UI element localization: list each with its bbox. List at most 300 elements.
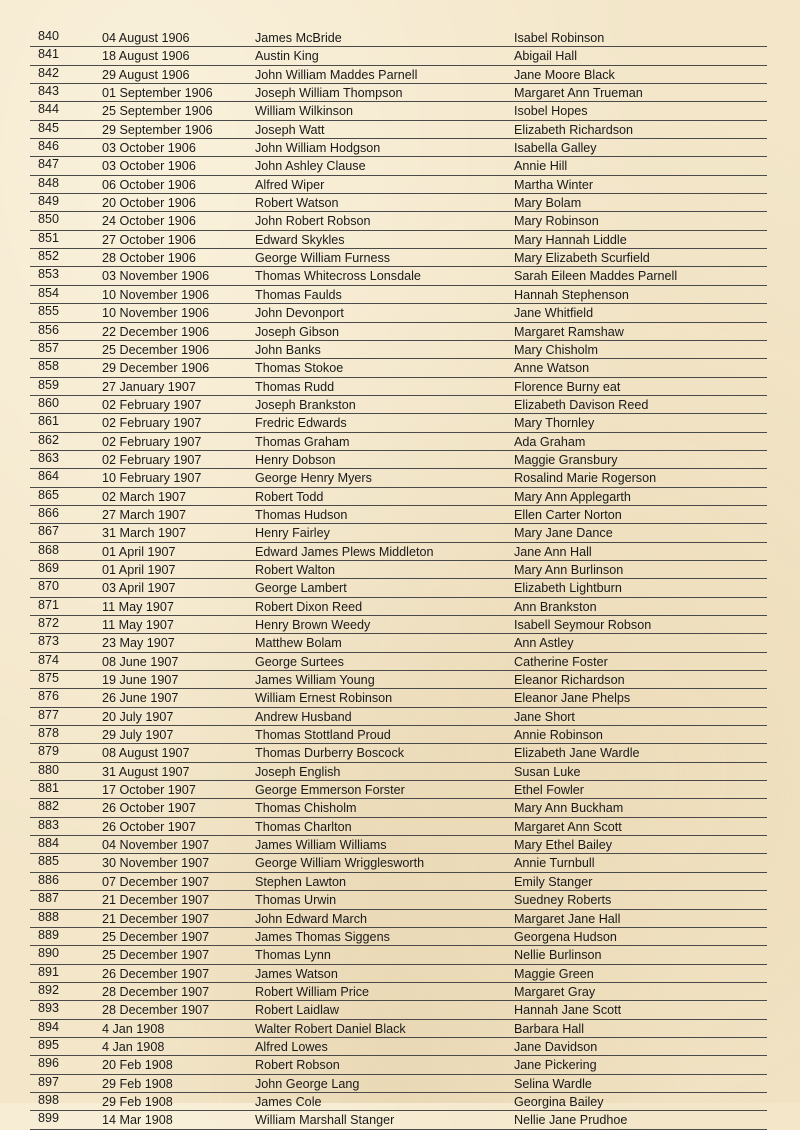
entry-number: 857 bbox=[38, 340, 60, 355]
bride-name: Isobel Hopes bbox=[514, 104, 588, 119]
marriage-date: 19 June 1907 bbox=[102, 673, 179, 688]
groom-name: John Banks bbox=[255, 342, 321, 357]
bride-name: Martha Winter bbox=[514, 177, 594, 192]
table-row bbox=[30, 744, 767, 762]
table-row bbox=[30, 212, 767, 230]
entry-number: 880 bbox=[38, 762, 60, 777]
marriage-date: 18 August 1906 bbox=[102, 49, 190, 64]
bride-name: Elizabeth Jane Wardle bbox=[514, 746, 640, 761]
entry-number: 847 bbox=[38, 157, 60, 172]
bride-name: Mary Hannah Liddle bbox=[514, 232, 627, 247]
groom-name: George Lambert bbox=[255, 581, 347, 596]
table-row bbox=[30, 506, 767, 524]
bride-name: Ada Graham bbox=[514, 434, 586, 449]
table-row bbox=[30, 726, 767, 744]
bride-name: Ann Astley bbox=[514, 636, 574, 651]
groom-name: Matthew Bolam bbox=[255, 636, 342, 651]
groom-name: Edward Skykles bbox=[255, 232, 345, 247]
table-row bbox=[30, 267, 767, 285]
bride-name: Elizabeth Richardson bbox=[514, 122, 634, 137]
table-row bbox=[30, 965, 767, 983]
marriage-date: 22 December 1906 bbox=[102, 324, 210, 339]
groom-name: James McBride bbox=[255, 31, 342, 45]
table-row bbox=[30, 561, 767, 579]
groom-name: Stephen Lawton bbox=[255, 874, 347, 889]
entry-number: 848 bbox=[38, 175, 60, 190]
marriage-date: 14 Mar 1908 bbox=[102, 1113, 173, 1128]
table-row bbox=[30, 983, 767, 1001]
marriage-date: 25 December 1906 bbox=[102, 342, 210, 357]
entry-number: 887 bbox=[38, 891, 60, 906]
bride-name: Annie Hill bbox=[514, 159, 568, 174]
entry-number: 895 bbox=[38, 1037, 60, 1052]
marriage-date: 01 April 1907 bbox=[102, 562, 176, 577]
marriage-date: 20 July 1907 bbox=[102, 709, 174, 724]
marriage-date: 4 Jan 1908 bbox=[102, 1021, 165, 1036]
table-row bbox=[30, 1038, 767, 1056]
bride-name: Jane Short bbox=[514, 709, 575, 724]
marriage-date: 03 October 1906 bbox=[102, 159, 196, 174]
groom-name: Henry Fairley bbox=[255, 526, 330, 541]
table-row bbox=[30, 579, 767, 597]
table-row bbox=[30, 653, 767, 671]
marriage-date: 10 November 1906 bbox=[102, 287, 210, 302]
groom-name: James Watson bbox=[255, 966, 338, 981]
table-row bbox=[30, 616, 767, 634]
groom-name: James Cole bbox=[255, 1094, 322, 1109]
entry-number: 876 bbox=[38, 689, 60, 704]
marriage-date: 31 August 1907 bbox=[102, 764, 190, 779]
marriage-date: 17 October 1907 bbox=[102, 783, 196, 798]
groom-name: John Ashley Clause bbox=[255, 159, 366, 174]
groom-name: John William Maddes Parnell bbox=[255, 67, 418, 82]
groom-name: Joseph Gibson bbox=[255, 324, 340, 339]
groom-name: Thomas Rudd bbox=[255, 379, 335, 394]
entry-number: 843 bbox=[38, 84, 60, 99]
marriage-register-table bbox=[30, 29, 767, 1130]
table-row bbox=[30, 1020, 767, 1038]
table-row bbox=[30, 121, 767, 139]
entry-number: 849 bbox=[38, 194, 60, 209]
groom-name: Robert William Price bbox=[255, 984, 370, 999]
bride-name: Selina Wardle bbox=[514, 1076, 592, 1091]
marriage-date: 11 May 1907 bbox=[102, 599, 174, 614]
groom-name: Thomas Graham bbox=[255, 434, 350, 449]
entry-number: 885 bbox=[38, 854, 60, 869]
groom-name: George William Furness bbox=[255, 251, 391, 266]
table-row bbox=[30, 47, 767, 65]
entry-number: 860 bbox=[38, 395, 60, 410]
groom-name: George Surtees bbox=[255, 654, 344, 669]
entry-number: 884 bbox=[38, 836, 60, 851]
bride-name: Margaret Ann Scott bbox=[514, 819, 622, 834]
table-row bbox=[30, 194, 767, 212]
marriage-date: 02 February 1907 bbox=[102, 397, 202, 412]
groom-name: James William Young bbox=[255, 673, 375, 688]
marriage-date: 27 March 1907 bbox=[102, 507, 187, 522]
groom-name: Thomas Stokoe bbox=[255, 361, 344, 376]
entry-number: 846 bbox=[38, 139, 60, 154]
bride-name: Mary Chisholm bbox=[514, 342, 598, 357]
marriage-date: 02 March 1907 bbox=[102, 489, 187, 504]
groom-name: Henry Brown Weedy bbox=[255, 618, 371, 632]
bride-name: Jane Moore Black bbox=[514, 67, 615, 82]
table-row bbox=[30, 524, 767, 542]
bride-name: Sarah Eileen Maddes Parnell bbox=[514, 269, 678, 284]
entry-number: 855 bbox=[38, 304, 60, 319]
groom-name: Fredric Edwards bbox=[255, 416, 347, 431]
groom-name: Thomas Lynn bbox=[255, 948, 331, 963]
entry-number: 888 bbox=[38, 909, 60, 924]
bride-name: Elizabeth Lightburn bbox=[514, 581, 622, 596]
bride-name: Mary Ann Burlinson bbox=[514, 562, 624, 577]
marriage-date: 07 December 1907 bbox=[102, 874, 210, 889]
entry-number: 841 bbox=[38, 47, 60, 62]
bride-name: Mary Ethel Bailey bbox=[514, 838, 612, 853]
entry-number: 882 bbox=[38, 799, 60, 814]
entry-number: 865 bbox=[38, 487, 60, 502]
marriage-date: 28 December 1907 bbox=[102, 984, 210, 999]
marriage-date: 26 December 1907 bbox=[102, 966, 210, 981]
bride-name: Mary Jane Dance bbox=[514, 526, 613, 541]
groom-name: Andrew Husband bbox=[255, 709, 352, 724]
entry-number: 840 bbox=[38, 29, 60, 43]
entry-number: 871 bbox=[38, 597, 60, 612]
groom-name: Thomas Chisholm bbox=[255, 801, 357, 816]
marriage-date: 01 September 1906 bbox=[102, 86, 213, 101]
bride-name: Isabella Galley bbox=[514, 141, 597, 156]
table-row bbox=[30, 29, 767, 47]
entry-number: 879 bbox=[38, 744, 60, 759]
table-row bbox=[30, 102, 767, 120]
marriage-date: 03 November 1906 bbox=[102, 269, 210, 284]
table-row bbox=[30, 433, 767, 451]
groom-name: Robert Walton bbox=[255, 562, 336, 577]
bride-name: Mary Robinson bbox=[514, 214, 599, 229]
table-row bbox=[30, 84, 767, 102]
groom-name: Thomas Whitecross Lonsdale bbox=[255, 269, 421, 284]
table-row bbox=[30, 928, 767, 946]
table-row bbox=[30, 414, 767, 432]
entry-number: 868 bbox=[38, 542, 60, 557]
bride-name: Jane Whitfield bbox=[514, 306, 594, 321]
table-row bbox=[30, 341, 767, 359]
groom-name: Edward James Plews Middleton bbox=[255, 544, 434, 559]
entry-number: 854 bbox=[38, 285, 60, 300]
marriage-date: 11 May 1907 bbox=[102, 618, 174, 632]
entry-number: 869 bbox=[38, 560, 60, 575]
marriage-date: 30 November 1907 bbox=[102, 856, 210, 871]
bride-name: Jane Pickering bbox=[514, 1058, 597, 1073]
entry-number: 892 bbox=[38, 982, 60, 997]
groom-name: Joseph English bbox=[255, 764, 341, 779]
marriage-date: 08 August 1907 bbox=[102, 746, 190, 761]
marriage-date: 27 October 1906 bbox=[102, 232, 196, 247]
table-row bbox=[30, 671, 767, 689]
groom-name: George Henry Myers bbox=[255, 471, 372, 486]
table-row bbox=[30, 378, 767, 396]
table-row bbox=[30, 451, 767, 469]
entry-number: 881 bbox=[38, 781, 60, 796]
bride-name: Nellie Burlinson bbox=[514, 948, 602, 963]
bride-name: Georgena Hudson bbox=[514, 929, 617, 944]
marriage-date: 4 Jan 1908 bbox=[102, 1039, 165, 1054]
table-row bbox=[30, 359, 767, 377]
table-row bbox=[30, 873, 767, 891]
table-row bbox=[30, 1001, 767, 1019]
entry-number: 844 bbox=[38, 102, 60, 117]
entry-number: 875 bbox=[38, 671, 60, 686]
groom-name: John George Lang bbox=[255, 1076, 360, 1091]
marriage-date: 28 October 1906 bbox=[102, 251, 196, 266]
marriage-date: 28 December 1907 bbox=[102, 1003, 210, 1018]
marriage-date: 04 August 1906 bbox=[102, 31, 190, 45]
marriage-date: 25 December 1907 bbox=[102, 948, 210, 963]
marriage-date: 20 October 1906 bbox=[102, 196, 196, 211]
table-row bbox=[30, 946, 767, 964]
groom-name: John Devonport bbox=[255, 306, 344, 321]
marriage-date: 29 Feb 1908 bbox=[102, 1094, 173, 1109]
bride-name: Abigail Hall bbox=[514, 49, 577, 64]
marriage-date: 29 July 1907 bbox=[102, 728, 174, 743]
bride-name: Mary Thornley bbox=[514, 416, 595, 431]
table-row bbox=[30, 469, 767, 487]
bride-name: Hannah Stephenson bbox=[514, 287, 629, 302]
bride-name: Annie Turnbull bbox=[514, 856, 595, 871]
bride-name: Mary Ann Buckham bbox=[514, 801, 624, 816]
marriage-date: 06 October 1906 bbox=[102, 177, 196, 192]
table-row bbox=[30, 708, 767, 726]
entry-number: 845 bbox=[38, 120, 60, 135]
entry-number: 842 bbox=[38, 65, 60, 80]
marriage-date: 02 February 1907 bbox=[102, 434, 202, 449]
groom-name: Joseph William Thompson bbox=[255, 86, 403, 101]
bride-name: Catherine Foster bbox=[514, 654, 608, 669]
marriage-date: 02 February 1907 bbox=[102, 416, 202, 431]
bride-name: Barbara Hall bbox=[514, 1021, 584, 1036]
marriage-date: 26 June 1907 bbox=[102, 691, 179, 706]
groom-name: Alfred Lowes bbox=[255, 1039, 328, 1054]
bride-name: Suedney Roberts bbox=[514, 893, 612, 908]
entry-number: 851 bbox=[38, 230, 60, 245]
groom-name: Austin King bbox=[255, 49, 319, 64]
groom-name: Henry Dobson bbox=[255, 452, 336, 467]
entry-number: 872 bbox=[38, 616, 60, 630]
groom-name: Robert Todd bbox=[255, 489, 324, 504]
entry-number: 852 bbox=[38, 249, 60, 264]
table-row bbox=[30, 1056, 767, 1074]
groom-name: Joseph Brankston bbox=[255, 397, 356, 412]
marriage-date: 01 April 1907 bbox=[102, 544, 176, 559]
bride-name: Margaret Jane Hall bbox=[514, 911, 621, 926]
bride-name: Georgina Bailey bbox=[514, 1094, 604, 1109]
entry-number: 859 bbox=[38, 377, 60, 392]
table-row bbox=[30, 818, 767, 836]
table-row bbox=[30, 1093, 767, 1111]
groom-name: Robert Watson bbox=[255, 196, 339, 211]
table-row bbox=[30, 157, 767, 175]
entry-number: 867 bbox=[38, 524, 60, 539]
groom-name: James Thomas Siggens bbox=[255, 929, 390, 944]
marriage-date: 24 October 1906 bbox=[102, 214, 196, 229]
bride-name: Isabell Seymour Robson bbox=[514, 618, 652, 632]
marriage-date: 25 December 1907 bbox=[102, 929, 210, 944]
entry-number: 873 bbox=[38, 634, 60, 649]
entry-number: 897 bbox=[38, 1074, 60, 1089]
groom-name: Thomas Charlton bbox=[255, 819, 352, 834]
entry-number: 886 bbox=[38, 872, 60, 887]
entry-number: 874 bbox=[38, 652, 60, 667]
groom-name: William Wilkinson bbox=[255, 104, 353, 119]
bride-name: Elizabeth Davison Reed bbox=[514, 397, 649, 412]
table-row bbox=[30, 836, 767, 854]
bride-name: Eleanor Richardson bbox=[514, 673, 625, 688]
marriage-date: 02 February 1907 bbox=[102, 452, 202, 467]
bride-name: Annie Robinson bbox=[514, 728, 603, 743]
groom-name: Robert Laidlaw bbox=[255, 1003, 340, 1018]
marriage-date: 04 November 1907 bbox=[102, 838, 210, 853]
marriage-date: 03 October 1906 bbox=[102, 141, 196, 156]
groom-name: Robert Dixon Reed bbox=[255, 599, 363, 614]
marriage-date: 25 September 1906 bbox=[102, 104, 213, 119]
table-row bbox=[30, 854, 767, 872]
groom-name: Thomas Stottland Proud bbox=[255, 728, 391, 743]
marriage-date: 10 November 1906 bbox=[102, 306, 210, 321]
groom-name: William Ernest Robinson bbox=[255, 691, 393, 706]
table-row bbox=[30, 323, 767, 341]
bride-name: Jane Ann Hall bbox=[514, 544, 592, 559]
entry-number: 890 bbox=[38, 946, 60, 961]
marriage-date: 27 January 1907 bbox=[102, 379, 196, 394]
entry-number: 858 bbox=[38, 359, 60, 374]
table-row bbox=[30, 634, 767, 652]
bride-name: Susan Luke bbox=[514, 764, 581, 779]
bride-name: Isabel Robinson bbox=[514, 31, 605, 45]
marriage-date: 21 December 1907 bbox=[102, 911, 210, 926]
entry-number: 850 bbox=[38, 212, 60, 227]
entry-number: 870 bbox=[38, 579, 60, 594]
table-row bbox=[30, 286, 767, 304]
bride-name: Anne Watson bbox=[514, 361, 590, 376]
marriage-date: 29 August 1906 bbox=[102, 67, 190, 82]
entry-number: 866 bbox=[38, 505, 60, 520]
groom-name: Thomas Durberry Boscock bbox=[255, 746, 405, 761]
entry-number: 891 bbox=[38, 964, 60, 979]
entry-number: 883 bbox=[38, 817, 60, 832]
marriage-date: 03 April 1907 bbox=[102, 581, 176, 596]
bride-name: Mary Bolam bbox=[514, 196, 582, 211]
groom-name: Alfred Wiper bbox=[255, 177, 325, 192]
groom-name: George William Wrigglesworth bbox=[255, 856, 425, 871]
table-row bbox=[30, 799, 767, 817]
bride-name: Maggie Gransbury bbox=[514, 452, 618, 467]
table-row bbox=[30, 543, 767, 561]
table-row bbox=[30, 231, 767, 249]
bride-name: Ann Brankston bbox=[514, 599, 597, 614]
table-row bbox=[30, 304, 767, 322]
groom-name: George Emmerson Forster bbox=[255, 783, 405, 798]
groom-name: Thomas Hudson bbox=[255, 507, 348, 522]
bride-name: Nellie Jane Prudhoe bbox=[514, 1113, 628, 1128]
entry-number: 894 bbox=[38, 1019, 60, 1034]
bride-name: Rosalind Marie Rogerson bbox=[514, 471, 657, 486]
groom-name: William Marshall Stanger bbox=[255, 1113, 395, 1128]
groom-name: Robert Robson bbox=[255, 1058, 340, 1073]
bride-name: Eleanor Jane Phelps bbox=[514, 691, 631, 706]
table-row bbox=[30, 689, 767, 707]
bride-name: Mary Elizabeth Scurfield bbox=[514, 251, 650, 266]
table-row bbox=[30, 891, 767, 909]
entry-number: 856 bbox=[38, 322, 60, 337]
table-row bbox=[30, 488, 767, 506]
groom-name: Thomas Urwin bbox=[255, 893, 337, 908]
bride-name: Ellen Carter Norton bbox=[514, 507, 622, 522]
marriage-date: 29 Feb 1908 bbox=[102, 1076, 173, 1091]
table-row bbox=[30, 598, 767, 616]
bride-name: Florence Burny eat bbox=[514, 379, 621, 394]
groom-name: Joseph Watt bbox=[255, 122, 325, 137]
marriage-date: 10 February 1907 bbox=[102, 471, 202, 486]
table-row bbox=[30, 781, 767, 799]
entry-number: 877 bbox=[38, 707, 60, 722]
bride-name: Margaret Ann Trueman bbox=[514, 86, 643, 101]
marriage-date: 29 December 1906 bbox=[102, 361, 210, 376]
entry-number: 853 bbox=[38, 267, 60, 282]
table-row bbox=[30, 1111, 767, 1129]
marriage-date: 23 May 1907 bbox=[102, 636, 175, 651]
entry-number: 863 bbox=[38, 450, 60, 465]
entry-number: 862 bbox=[38, 432, 60, 447]
entry-number: 889 bbox=[38, 927, 60, 942]
bride-name: Margaret Gray bbox=[514, 984, 596, 999]
entry-number: 878 bbox=[38, 726, 60, 741]
bride-name: Hannah Jane Scott bbox=[514, 1003, 622, 1018]
marriage-date: 26 October 1907 bbox=[102, 801, 196, 816]
marriage-date: 20 Feb 1908 bbox=[102, 1058, 173, 1073]
entry-number: 896 bbox=[38, 1056, 60, 1071]
groom-name: Walter Robert Daniel Black bbox=[255, 1021, 406, 1036]
bride-name: Jane Davidson bbox=[514, 1039, 598, 1054]
groom-name: Thomas Faulds bbox=[255, 287, 342, 302]
table-row bbox=[30, 66, 767, 84]
bride-name: Margaret Ramshaw bbox=[514, 324, 624, 339]
groom-name: John William Hodgson bbox=[255, 141, 381, 156]
entry-number: 893 bbox=[38, 1001, 60, 1016]
entry-number: 898 bbox=[38, 1092, 60, 1107]
entry-number: 864 bbox=[38, 469, 60, 484]
entry-number: 861 bbox=[38, 414, 60, 429]
groom-name: James William Williams bbox=[255, 838, 387, 853]
marriage-date: 08 June 1907 bbox=[102, 654, 179, 669]
table-row bbox=[30, 1075, 767, 1093]
marriage-date: 26 October 1907 bbox=[102, 819, 196, 834]
bride-name: Maggie Green bbox=[514, 966, 594, 981]
table-row bbox=[30, 249, 767, 267]
groom-name: John Robert Robson bbox=[255, 214, 371, 229]
entry-number: 899 bbox=[38, 1111, 60, 1126]
groom-name: John Edward March bbox=[255, 911, 367, 926]
bride-name: Ethel Fowler bbox=[514, 783, 584, 798]
bride-name: Emily Stanger bbox=[514, 874, 593, 889]
table-row bbox=[30, 176, 767, 194]
marriage-date: 31 March 1907 bbox=[102, 526, 187, 541]
table-row bbox=[30, 139, 767, 157]
marriage-date: 21 December 1907 bbox=[102, 893, 210, 908]
table-row bbox=[30, 910, 767, 928]
marriage-date: 29 September 1906 bbox=[102, 122, 213, 137]
bride-name: Mary Ann Applegarth bbox=[514, 489, 631, 504]
table-row bbox=[30, 763, 767, 781]
